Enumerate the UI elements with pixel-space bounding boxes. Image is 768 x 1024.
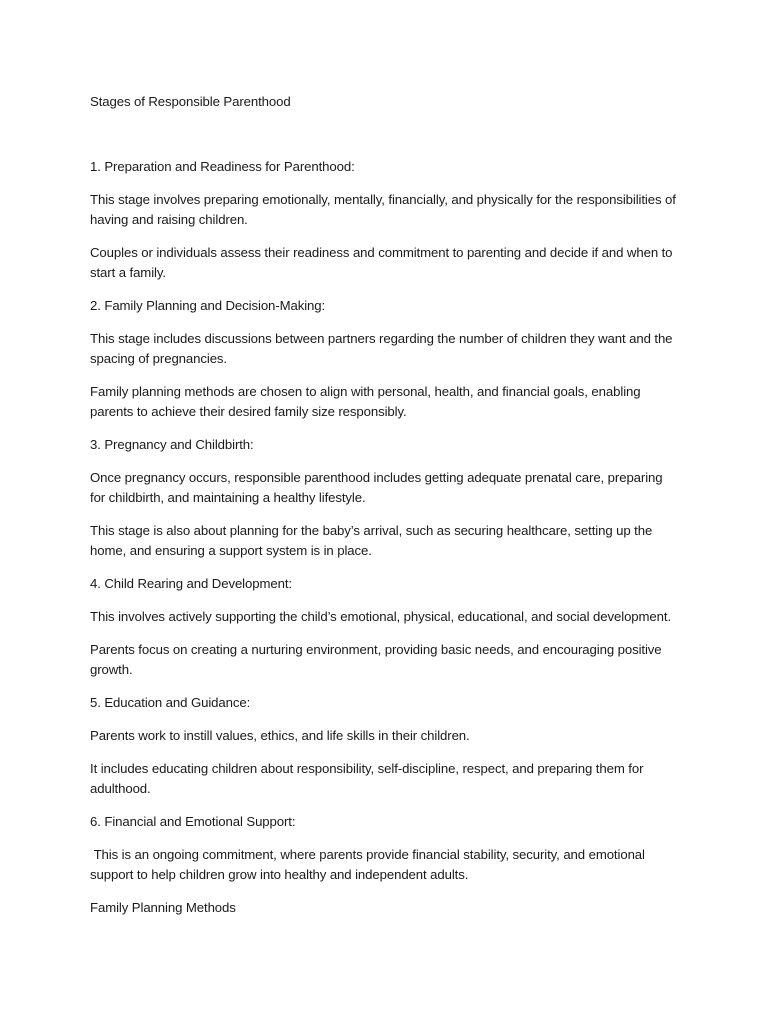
section-heading: 4. Child Rearing and Development: <box>90 576 292 591</box>
document-body <box>90 92 680 918</box>
section-education <box>90 693 680 799</box>
section-paragraph: This involves actively supporting the child’s emotional, physical, educational, and social development. <box>90 609 672 624</box>
section-paragraph: This stage includes discussions between partners regarding the number of children they want and the spacing of pregnancies. <box>90 331 673 366</box>
section-heading: 5. Education and Guidance: <box>90 695 251 710</box>
section-paragraph: This stage involves preparing emotionally, mentally, financially, and physically for the responsibilities of having and raising children. <box>90 192 676 227</box>
section-paragraph: Parents focus on creating a nurturing environment, providing basic needs, and encouraging positive growth. <box>90 642 662 677</box>
trailing-heading: Family Planning Methods <box>90 900 236 915</box>
section-paragraph: This stage is also about planning for the baby’s arrival, such as securing healthcare, setting up the home, and ensuring a support system is in place. <box>90 523 653 558</box>
section-paragraph: It includes educating children about responsibility, self-discipline, respect, and preparing them for adulthood. <box>90 761 644 796</box>
section-paragraph: Couples or individuals assess their readiness and commitment to parenting and decide if and when to start a family. <box>90 245 673 280</box>
section-paragraph: Once pregnancy occurs, responsible parenthood includes getting adequate prenatal care, preparing for childbirth, and maintaining a healthy lifestyle. <box>90 470 663 505</box>
section-heading: 3. Pregnancy and Childbirth: <box>90 437 254 452</box>
section-paragraph: Parents work to instill values, ethics, and life skills in their children. <box>90 728 470 743</box>
section-family-planning <box>90 296 680 422</box>
section-paragraph: This is an ongoing commitment, where parents provide financial stability, security, and emotional support to help children grow into healthy and independent adults. <box>90 847 649 882</box>
section-paragraph: Family planning methods are chosen to align with personal, health, and financial goals, enabling parents to achieve their desired family size responsibly. <box>90 384 641 419</box>
document-title: Stages of Responsible Parenthood <box>90 94 291 109</box>
section-child-rearing <box>90 574 680 680</box>
section-preparation <box>90 157 680 283</box>
section-support <box>90 812 680 885</box>
section-pregnancy <box>90 435 680 561</box>
section-heading: 6. Financial and Emotional Support: <box>90 814 296 829</box>
section-heading: 1. Preparation and Readiness for Parenthood: <box>90 159 355 174</box>
section-heading: 2. Family Planning and Decision-Making: <box>90 298 326 313</box>
